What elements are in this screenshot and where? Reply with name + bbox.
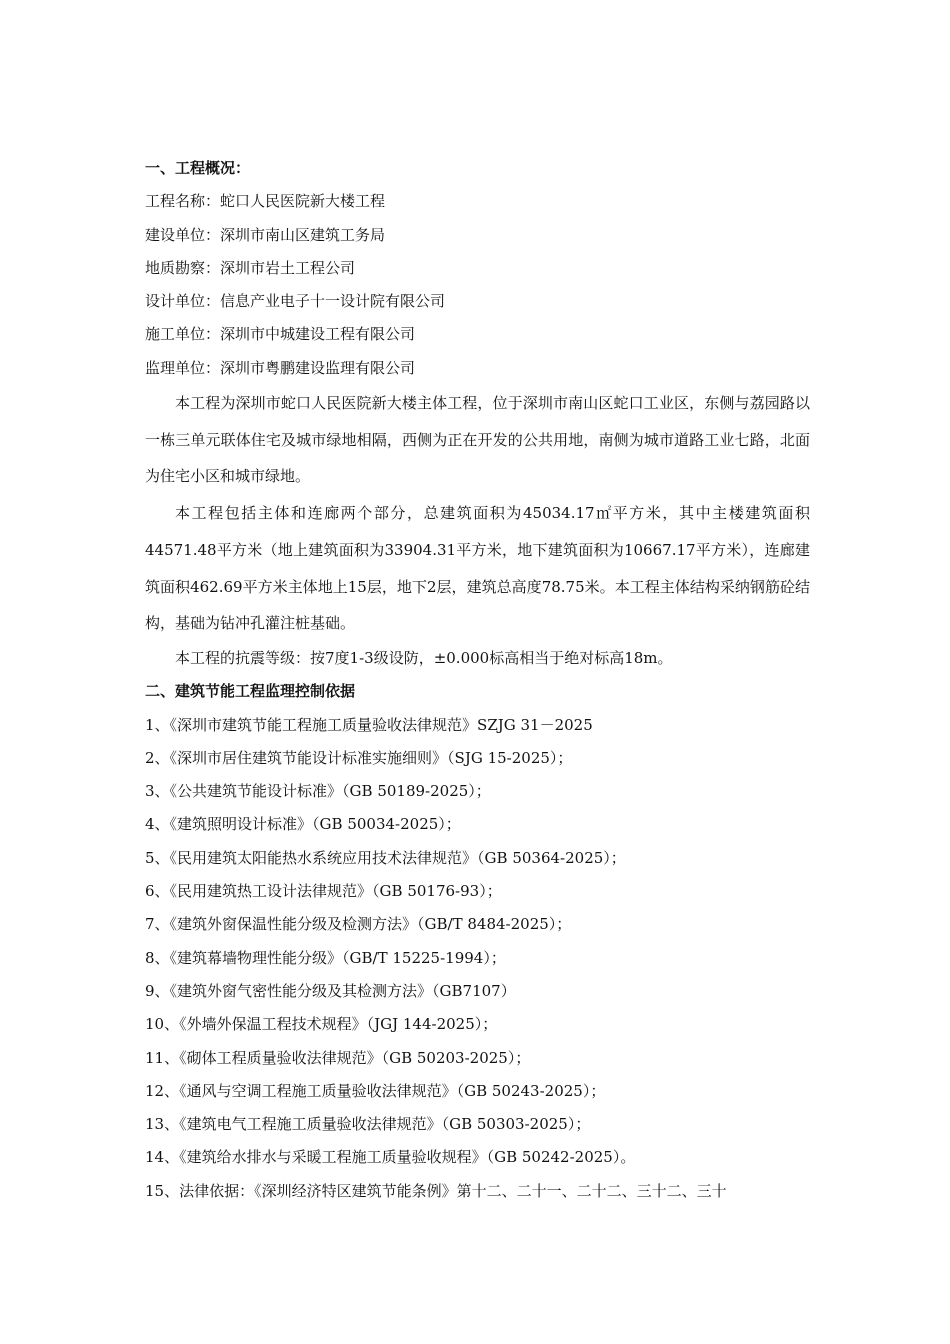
reference-item: 3、《公共建筑节能设计标准》（GB 50189-2025）；	[145, 782, 491, 801]
reference-item: 12、《通风与空调工程施工质量验收法律规范》（GB 50243-2025）；	[145, 1081, 606, 1100]
seismic-paragraph: 本工程的抗震等级：按7度1-3级设防，±0.000标高相当于绝对标高18m。	[175, 649, 673, 667]
location-paragraph: 本工程为深圳市蛇口人民医院新大楼主体工程，位于深圳市南山区蛇口工业区，东侧与荔园路以一栋三单元联体住宅及城市绿地相隔，西侧为正在开发的公共用地，南侧为城市道路工业七路，北面为住宅小区和城市绿地。	[145, 394, 810, 486]
reference-item: 13、《建筑电气工程施工质量验收法律规范》（GB 50303-2025）；	[145, 1115, 591, 1134]
section-heading-overview: 一、工程概况：	[145, 159, 251, 177]
geological-survey-line: 地质勘察：深圳市岩土工程公司	[145, 258, 356, 277]
reference-item: 15、法律依据：《深圳经济特区建筑节能条例》第十二、二十一、二十二、三十二、三十	[145, 1181, 727, 1200]
reference-item: 10、《外墙外保温工程技术规程》（JGJ 144-2025）；	[145, 1015, 498, 1034]
reference-item: 2、《深圳市居住建筑节能设计标准实施细则》（SJG 15-2025）；	[145, 748, 573, 767]
reference-item: 5、《民用建筑太阳能热水系统应用技术法律规范》（GB 50364-2025）；	[145, 848, 626, 867]
section-heading-basis: 二、建筑节能工程监理控制依据	[145, 682, 356, 701]
reference-item: 8、《建筑幕墙物理性能分级》（GB/T 15225-1994）；	[145, 948, 506, 967]
supervision-unit-line: 监理单位：深圳市粤鹏建设监理有限公司	[145, 358, 416, 377]
reference-item: 7、《建筑外窗保温性能分级及检测方法》（GB/T 8484-2025）；	[145, 915, 572, 934]
reference-item: 4、《建筑照明设计标准》（GB 50034-2025）；	[145, 815, 461, 834]
reference-item: 6、《民用建筑热工设计法律规范》（GB 50176-93）；	[145, 882, 502, 901]
reference-item: 1、《深圳市建筑节能工程施工质量验收法律规范》SZJG 31－2025	[145, 715, 593, 734]
project-name-line: 工程名称：蛇口人民医院新大楼工程	[145, 192, 386, 211]
reference-item: 14、《建筑给水排水与采暖工程施工质量验收规程》（GB 50242-2025）。	[145, 1148, 636, 1167]
reference-item: 11、《砌体工程质量验收法律规范》（GB 50203-2025）；	[145, 1048, 531, 1067]
contractor-line: 施工单位：深圳市中城建设工程有限公司	[145, 325, 416, 344]
reference-item: 9、《建筑外窗气密性能分级及其检测方法》（GB7107）	[145, 981, 516, 1000]
document-body	[145, 152, 810, 1208]
construction-unit-line: 建设单位：深圳市南山区建筑工务局	[145, 225, 386, 244]
area-paragraph: 本工程包括主体和连廊两个部分，总建筑面积为45034.17㎡平方米，其中主楼建筑面积44571.48平方米（地上建筑面积为33904.31平方米，地下建筑面积为10667.17平方米），连廊建筑面积462.69平方米主体地上15层，地下2层，建筑总高度78.75米。本工程主体结构采纳钢筋砼结构，基础为钻冲孔灌注桩基础。	[145, 504, 810, 633]
design-unit-line: 设计单位：信息产业电子十一设计院有限公司	[145, 292, 446, 311]
